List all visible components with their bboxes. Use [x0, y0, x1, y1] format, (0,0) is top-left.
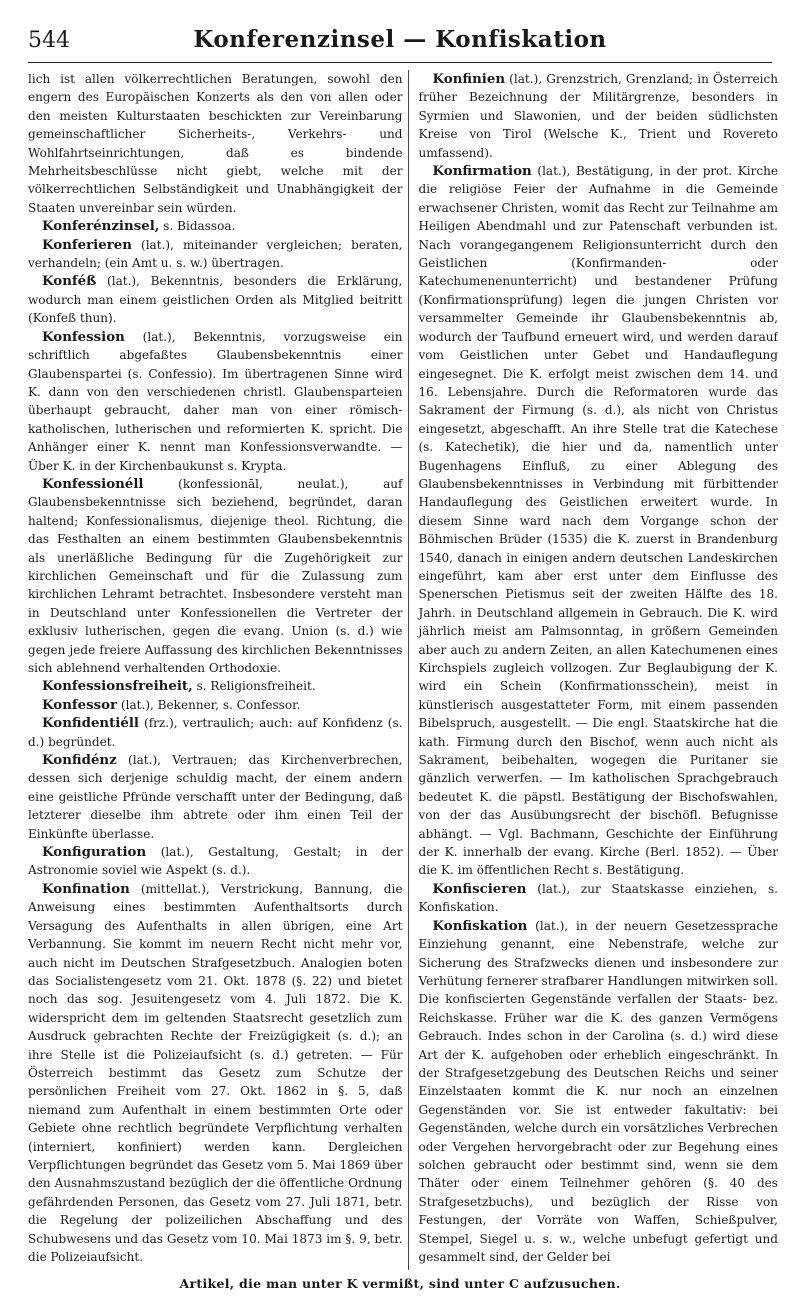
entry-text: (konfessionāl, neulat.), auf Glaubensbekenntnisse sich beziehend, begründet, daran haltend; Konfessionalismus, diejenige theol. Richtung, die das Festhalten an einem bestimmten Glaubensbekenntnis als unerläßliche Bedingung für die Zugehörigkeit zur kirchlichen Gemeinschaft und für die Zulassung zum kirchlichen Lehramt betrachtet. Insbesondere versteht man in Deutschland unter Konfessionellen die Vertreter der exklusiv lutherischen, gegen die evang. Union (s. d.) wie gegen jede freiere Auffassung des kirchlichen Bekenntnisses sich ablehnend verhaltenden Orthodoxie.: [28, 476, 403, 675]
entry-text: (lat.), Bekenner, s. Confessor.: [117, 697, 301, 712]
entry-headword: Konfidénz: [42, 752, 117, 769]
entry: [28, 843, 402, 880]
entry: [28, 696, 402, 714]
entry-text: (lat.), in der neuern Gesetzessprache Einziehung genannt, eine Nebenstrafe, welche zur Sicherung des Strafzwecks dienen und insbesondere zur Verhütung fernerer strafbarer Handlungen mitwirken soll. Die konfiscierten Gegenstände verfallen der Staats- bez. Reichskasse. Früher war die K. des ganzen Vermögens Gebrauch. Indes schon in der Carolina (s. d.) wird diese Art der K. aufgehoben oder erheblich eingeschränkt. In der Strafgesetzgebung des Deutschen Reichs und seiner Einzelstaaten kommt die K. nur noch an einzelnen Gegenständen vor. Sie ist entweder fakultativ: bei Gegenständen, welche durch ein vorsätzliches Verbrechen oder Vergehen hervorgebracht oder zur Begehung eines solchen gebraucht oder bestimmt sind, wenn sie dem Thäter oder einem Teilnehmer gehören (§. 40 des Strafgesetzbuchs), und bezüglich der Risse von Festungen, der Vorräte von Waffen, Schießpulver, Stempel, Siegel u. s. w., welche unbefugt gefertigt und gesammelt sind, der Gelder bei: [418, 918, 778, 1264]
entry-text: (lat.), zur Staatskasse einziehen, s. Konfiskation.: [418, 881, 778, 915]
entry-headword: Konfiscieren: [432, 880, 527, 897]
entry-text: (lat.), miteinander vergleichen; beraten, verhandeln; (ein Amt u. s. w.) übertragen.: [28, 237, 403, 271]
entry: [28, 328, 402, 475]
entry-text: (frz.), vertraulich; auch: auf Konfidenz (s. d.) begründet.: [28, 716, 403, 749]
entry-headword: Konfidentiéll: [42, 715, 139, 732]
page-header: [28, 22, 772, 63]
footer-note: Artikel, die man unter K vermißt, sind unter C aufzusuchen.: [179, 1276, 621, 1291]
entry-text: s. Bidassoa.: [159, 219, 236, 234]
running-head: Konferenzinsel — Konfiskation: [193, 26, 607, 53]
entry-text: (lat.), Gestaltung, Gestalt; in der Astronomie soviel wie Aspekt (s. d.).: [28, 845, 403, 878]
entry-headword: Konfessor: [42, 696, 118, 713]
entry: [28, 475, 402, 677]
entry: [418, 880, 778, 917]
entry: [28, 70, 402, 217]
entry-text: (lat.), Bekenntnis, besonders die Erklärung, wodurch man einem geistlichen Orden als Mitglied beitritt (Konfeß thun).: [28, 274, 403, 326]
entry-headword: Konfiskation: [432, 917, 528, 934]
text-columns: [28, 70, 778, 1270]
entry-text: (lat.), Bestätigung, in der prot. Kirche die religiöse Feier der Aufnahme in die Gemeinde erwachsener Christen, womit das Recht zur Teilnahme am Heiligen Abendmahl und zur Patenschaft verbunden ist. Nach vorangegangenem Religionsunterricht durch den Geistlichen (Konfirmanden- oder Katechumenenunterricht) und bestandener Prüfung (Konfirmationsprüfung) legen die jungen Christen vor versammelter Gemeinde ihr Glaubensbekenntnis ab, wodurch der Taufbund erneuert wird, und werden darauf vom Geistlichen unter Gebet und Handauflegung eingesegnet. Die K. erfolgt meist zwischen dem 14. und 16. Lebensjahre. Durch die Reformatoren wurde das Sakrament der Firmung (s. d.), als nicht von Christus eingesetzt, abgeschafft. An ihre Stelle trat die Katechese (s. Katechetik), die hier und da, namentlich unter Bugenhagens Einfluß, zu einer Ablegung des Glaubensbekenntnisses in Verbindung mit fürbittender Handauflegung des Geistlichen erweitert wurde. In diesem Sinne ward nach dem Vorgange schon der Böhmischen Brüder (1535) die K. zuerst in Brandenburg 1540, danach in einigen andern deutschen Landeskirchen eingeführt, kam aber erst unter dem Einflusse des Spenerschen Pietismus seit der zweiten Hälfte des 18. Jahrh. in Deutschland allgemein in Gebrauch. Die K. wird jährlich meist am Palmsonntag, in größern Gemeinden aber auch zu andern Zeiten, an allen Katechumenen eines Kirchspiels zugleich vollzogen. Zur Beglaubigung der K. wird ein Schein (Konfirmationsschein), meist in künstlerisch ausgestatteter Form, mit einem passenden Bibelspruch, ausgestellt. — Die engl. Staatskirche hat die kath. Firmung durch den Bischof, wenn auch nicht als Sakrament, beibehalten, wogegen die Puritaner sie gänzlich verwerfen. — Im katholischen Sprachgebrauch bedeutet K. die päpstl. Bestätigung der Bischofswahlen, von der das Ausübungsrecht der bischöfl. Befugnisse abhängt. — Vgl. Bachmann, Geschichte der Einführung der K. innerhalb der evang. Kirche (Berl. 1852). — Über die K. im öffentlichen Recht s. Bestätigung.: [418, 164, 778, 878]
entry-text: s. Religionsfreiheit.: [192, 679, 316, 694]
left-column: [28, 70, 408, 1270]
entry-headword: Konfiguration: [42, 844, 147, 861]
entry-headword: Konfessionéll: [42, 475, 144, 492]
entry: [28, 217, 402, 235]
entry: [418, 917, 778, 1267]
page-number: 544: [28, 28, 70, 53]
entry-text: (mittellat.), Verstrickung, Bannung, die Anweisung eines bestimmten Aufenthaltsorts durch Versagung des Aufenthalts in allen übrigen, eine Art Verbannung. Sie kommt im neuern Recht nicht mehr vor, auch nicht im Deutschen Strafgesetzbuch. Analogien boten das Socialistengesetz vom 21. Okt. 1878 (§. 22) und bietet noch das sog. Jesuitengesetz vom 4. Juli 1872. Die K. widerspricht dem im geltenden Staatsrecht gesetzlich zum Ausdruck gebrachten Rechte der Freizügigkeit (s. d.); an ihre Stelle ist die Polizeiaufsicht (s. d.) getreten. — Für Österreich bestimmt das Gesetz zum Schutze der persönlichen Freiheit vom 27. Okt. 1862 in §. 5, daß niemand zum Aufenthalt in einem bestimmten Orte oder Gebiete ohne rechtlich begründete Verpflichtung verhalten (interniert, konfiniert) werden kann. Dergleichen Verpflichtungen begründet das Gesetz vom 5. Mai 1869 über den Ausnahmszustand bezüglich der die öffentliche Ordnung gefährdenden Personen, das Gesetz vom 27. Juli 1871, betr. die Regelung der polizeilichen Abschaffung und des Schubwesens und das Gesetz vom 10. Mai 1873 im §. 9, betr. die Polizeiaufsicht.: [28, 881, 403, 1264]
entry-headword: Konféß: [42, 273, 97, 290]
entry: [28, 236, 402, 273]
entry: [28, 677, 402, 695]
entry-headword: Konferieren: [42, 236, 132, 253]
entry-headword: Konfession: [42, 328, 125, 345]
entry-headword: Konfessionsfreiheit,: [42, 678, 193, 695]
entry: [418, 70, 778, 162]
entry-headword: Konfinien: [432, 71, 506, 87]
entry: [28, 880, 402, 1267]
entry-headword: Konferénzinsel,: [42, 218, 160, 235]
entry-headword: Konfirmation: [432, 163, 532, 180]
entry: [28, 272, 402, 327]
entry-text: (lat.), Grenzstrich, Grenzland; in Österreich früher Bezeichnung der Militärgrenze, besonders in Syrmien und Slawonien, und der beiden südlichsten Kreise von Tirol (Welsche K., Trient und Rovereto umfassend).: [418, 72, 778, 160]
entry: [418, 162, 778, 880]
entry-headword: Konfination: [42, 880, 130, 897]
entry-text: (lat.), Vertrauen; das Kirchenverbrechen, dessen sich derjenige schuldig macht, der einem andern eine geistliche Pfründe verschafft unter der Bedingung, daß letzterer dieselbe ihm abtrete oder ihm einen Teil der Einkünfte überlasse.: [28, 753, 403, 841]
entry: [28, 714, 402, 751]
entry: [28, 751, 402, 843]
entry-text: lich ist allen völkerrechtlichen Beratungen, sowohl den engern des Europäischen Konzerts als den von allen oder den meisten Kulturstaaten beschickten zur Vereinbarung gemeinschaftlicher Sicherheits-, Verkehrs- und Wohlfahrtseinrichtungen, daß es bindende Mehrheitsbeschlüsse nicht giebt, welche mit der völkerrechtlichen Selbständigkeit und Unabhängigkeit der Staaten unvereinbar sein würden.: [28, 72, 403, 215]
entry-text: (lat.), Bekenntnis, vorzugsweise ein schriftlich abgefaßtes Glaubensbekenntnis einer Glaubenspartei (s. Confessio). Im übertragenen Sinne wird K. dann von den verschiedenen christl. Glaubensparteien überhaupt gebraucht, daher man von einer römisch-katholischen, lutherischen und reformierten K. spricht. Die Anhänger einer K. nennt man Konfessionsverwandte. — Über K. in der Kirchenbaukunst s. Krypta.: [28, 329, 403, 473]
right-column: [409, 70, 778, 1270]
